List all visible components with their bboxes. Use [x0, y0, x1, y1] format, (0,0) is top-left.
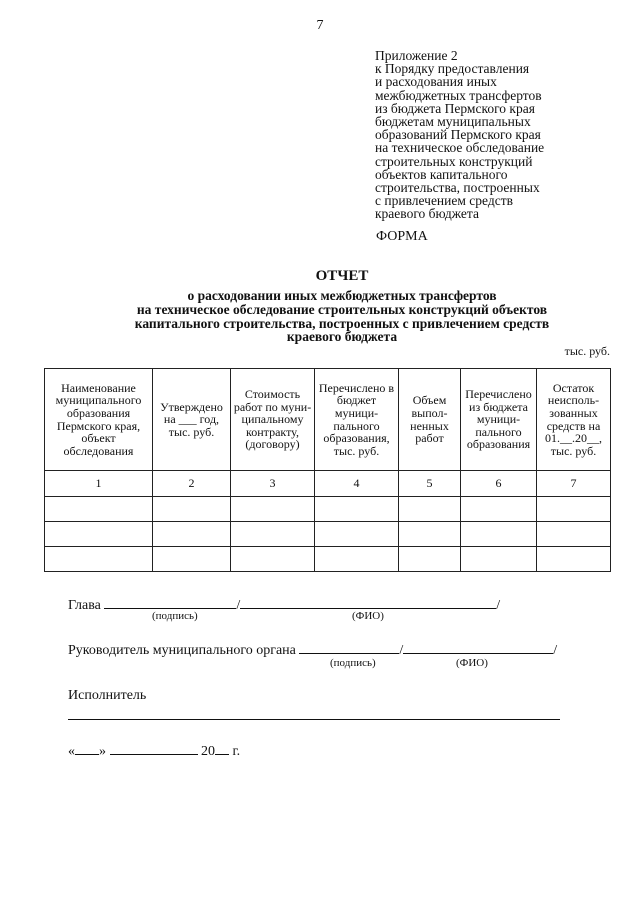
executor-label: Исполнитель	[68, 688, 147, 703]
head-label: Глава	[68, 598, 101, 613]
subtitle-line: краевого бюджета	[286, 329, 398, 345]
appendix-line: к Порядку предоставления	[375, 61, 530, 77]
date-year-field[interactable]	[215, 740, 229, 755]
appendix-line: бюджетам муниципальных	[375, 114, 531, 130]
col-number: 5	[399, 471, 461, 497]
head-fio-field[interactable]	[240, 594, 496, 609]
table-cell[interactable]	[231, 522, 315, 547]
table-cell[interactable]	[153, 522, 231, 547]
col-number: 7	[537, 471, 611, 497]
table-cell[interactable]	[461, 547, 537, 572]
head-signature-line	[68, 594, 500, 614]
subtitle-line: капитального строительства, построенных с привлечением средств	[134, 315, 550, 331]
manager-fio-caption: (ФИО)	[456, 657, 488, 669]
table-cell[interactable]	[153, 547, 231, 572]
appendix-line: объектов капитального	[375, 166, 508, 182]
table-cell[interactable]	[45, 522, 153, 547]
head-end-slash: /	[496, 598, 501, 613]
table-cell[interactable]	[537, 522, 611, 547]
col-number: 6	[461, 471, 537, 497]
date-day-field[interactable]	[75, 740, 99, 755]
table-cell[interactable]	[461, 522, 537, 547]
appendix-line: межбюджетных трансфертов	[375, 87, 542, 103]
appendix-line: строительства, построенных	[375, 180, 540, 196]
table-number-row	[45, 471, 611, 497]
manager-signature-caption: (подпись)	[330, 657, 376, 669]
col-number: 3	[231, 471, 315, 497]
date-close-quote: »	[99, 744, 106, 759]
date-month-field[interactable]	[110, 740, 198, 755]
appendix-line: с привлечением средств	[375, 193, 513, 209]
col-number: 2	[153, 471, 231, 497]
date-line	[68, 740, 240, 760]
report-table	[44, 368, 611, 572]
col-number: 1	[45, 471, 153, 497]
head-fio-caption: (ФИО)	[352, 610, 384, 622]
manager-signature-line	[68, 639, 557, 659]
report-title: ОТЧЕТ	[315, 268, 369, 284]
head-signature-field[interactable]	[104, 594, 236, 609]
col-header-volume: Объем выпол-ненных работ	[399, 369, 461, 471]
col-header-approved: Утверждено на ___ год, тыс. руб.	[153, 369, 231, 471]
appendix-line: на техническое обследование	[375, 140, 545, 156]
manager-slash: /	[399, 643, 404, 658]
units-label: тыс. руб.	[564, 344, 610, 358]
form-label: ФОРМА	[376, 229, 428, 244]
date-year-prefix: 20	[201, 744, 215, 759]
table-cell[interactable]	[231, 547, 315, 572]
table-cell[interactable]	[537, 547, 611, 572]
table-cell[interactable]	[45, 497, 153, 522]
table-cell[interactable]	[315, 522, 399, 547]
table-header-row	[45, 369, 611, 471]
col-number: 4	[315, 471, 399, 497]
table-row	[45, 497, 611, 522]
col-header-name: Наименование муниципального образования Пермского края, объект обследования	[45, 369, 153, 471]
report-subtitle	[0, 289, 640, 344]
table-cell[interactable]	[315, 497, 399, 522]
head-slash: /	[236, 598, 241, 613]
table-cell[interactable]	[461, 497, 537, 522]
appendix-line: строительных конструкций	[375, 153, 533, 169]
manager-label: Руководитель муниципального органа	[68, 643, 296, 658]
table-row	[45, 522, 611, 547]
appendix-line: из бюджета Пермского края	[375, 100, 535, 116]
col-header-contract-cost: Стоимость работ по муни-ципальному контракту, (договору)	[231, 369, 315, 471]
table-cell[interactable]	[231, 497, 315, 522]
page-number: 7	[316, 18, 324, 33]
table-row	[45, 547, 611, 572]
table-cell[interactable]	[153, 497, 231, 522]
manager-fio-field[interactable]	[403, 639, 553, 654]
table-cell[interactable]	[399, 522, 461, 547]
table-cell[interactable]	[399, 497, 461, 522]
table-cell[interactable]	[45, 547, 153, 572]
manager-end-slash: /	[553, 643, 558, 658]
appendix-line: образований Пермского края	[375, 127, 541, 143]
date-open-quote: «	[68, 744, 75, 759]
appendix-line: Приложение 2	[375, 48, 458, 63]
appendix-note	[375, 49, 615, 221]
appendix-line: краевого бюджета	[375, 206, 479, 222]
col-header-balance: Остаток неисполь-зованных средств на 01.__.20__, тыс. руб.	[537, 369, 611, 471]
manager-signature-field[interactable]	[299, 639, 399, 654]
table-cell[interactable]	[399, 547, 461, 572]
subtitle-line: на техническое обследование строительных конструкций объектов	[136, 301, 548, 317]
table-cell[interactable]	[315, 547, 399, 572]
subtitle-line: о расходовании иных межбюджетных трансфертов	[187, 288, 497, 303]
head-signature-caption: (подпись)	[152, 610, 198, 622]
date-suffix: г.	[232, 744, 241, 759]
table-cell[interactable]	[537, 497, 611, 522]
col-header-transferred-from: Перечислено из бюджета муници-пального образования	[461, 369, 537, 471]
executor-field[interactable]	[68, 719, 560, 720]
col-header-transferred: Перечислено в бюджет муници-пального образования, тыс. руб.	[315, 369, 399, 471]
appendix-line: и расходования иных	[375, 74, 497, 90]
